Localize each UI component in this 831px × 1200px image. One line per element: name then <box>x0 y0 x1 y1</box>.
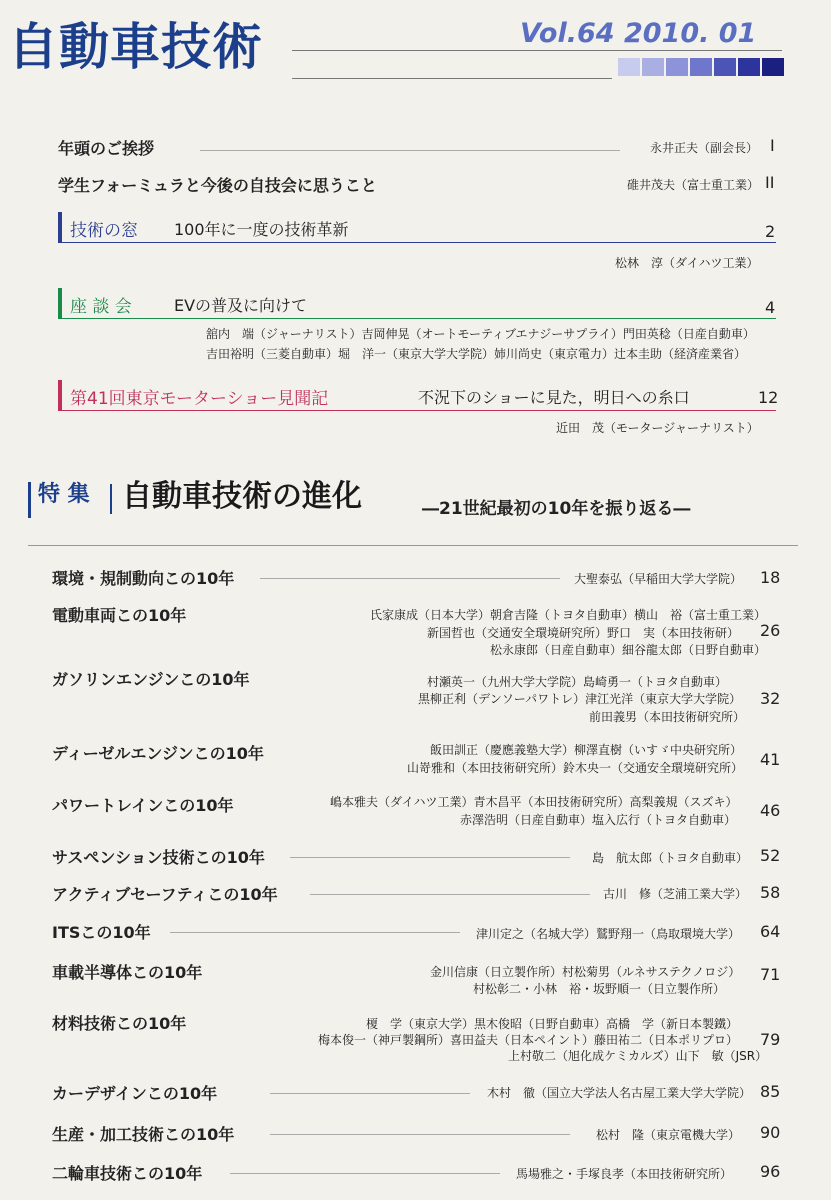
article-page[interactable]: 71 <box>760 965 781 984</box>
toc-title-motorshow[interactable]: 不況下のショーに見た，明日への糸口 <box>418 388 690 407</box>
toc-page[interactable]: II <box>765 173 775 192</box>
article-title[interactable]: 車載半導体この10年 <box>52 963 203 982</box>
article-page[interactable]: 52 <box>760 846 781 865</box>
article-page[interactable]: 96 <box>760 1162 781 1181</box>
leader-line <box>310 894 590 895</box>
toc-author: 永井正夫（副会長） <box>650 141 759 155</box>
square-decoration <box>666 58 688 76</box>
section-zadankai <box>58 288 776 319</box>
article-page[interactable]: 64 <box>760 922 781 941</box>
article-title[interactable]: サスペンション技術この10年 <box>52 848 265 867</box>
toc-title-newyear[interactable]: 年頭のご挨拶 <box>58 139 155 158</box>
article-author: 山嵜雅和（本田技術研究所）鈴木央一（交通安全環境研究所） <box>407 761 744 775</box>
toc-author: 松林 淳（ダイハツ工業） <box>615 256 759 270</box>
article-author: 黒柳正利（デンソーパワトレ）津江光洋（東京大学大学院） <box>418 692 742 706</box>
article-page[interactable]: 26 <box>760 621 781 640</box>
article-author: 島 航太郎（トヨタ自動車） <box>592 851 749 865</box>
article-title[interactable]: 環境・規制動向この10年 <box>52 569 235 588</box>
article-page[interactable]: 18 <box>760 568 781 587</box>
square-decoration <box>762 58 784 76</box>
leader-line <box>270 1134 570 1135</box>
article-author: 松永康郎（日産自動車）細谷龍太郎（日野自動車） <box>490 643 767 657</box>
section-label-motorshow: 第41回東京モーターショー見聞記 <box>70 389 329 409</box>
toc-author: 吉田裕明（三菱自動車）堀 洋一（東京大学大学院）姉川尚史（東京電力）辻本圭助（経済産業省） <box>206 347 747 361</box>
article-author: 嶋本雅夫（ダイハツ工業）青木昌平（本田技術研究所）高梨義規（スズキ） <box>330 795 738 809</box>
article-author: 馬場雅之・手塚良孝（本田技術研究所） <box>516 1167 733 1181</box>
article-author: 村瀬英一（九州大学大学院）島崎勇一（トヨタ自動車） <box>427 675 728 689</box>
article-author: 松村 隆（東京電機大学） <box>596 1128 741 1142</box>
article-page[interactable]: 41 <box>760 750 781 769</box>
article-page[interactable]: 85 <box>760 1082 781 1101</box>
special-title: 自動車技術の進化 <box>122 479 362 514</box>
toc-title-window[interactable]: 100年に一度の技術革新 <box>174 220 349 239</box>
special-accent-bar <box>28 482 31 518</box>
special-divider <box>110 484 112 514</box>
article-title[interactable]: ITSこの10年 <box>52 923 151 942</box>
toc-author: 近田 茂（モータージャーナリスト） <box>556 421 759 435</box>
article-author: 前田義男（本田技術研究所） <box>589 710 746 724</box>
special-rule <box>28 545 798 546</box>
square-decoration <box>642 58 664 76</box>
article-author: 村松彰二・小林 裕・坂野順一（日立製作所） <box>473 982 726 996</box>
article-author: 古川 修（芝浦工業大学） <box>603 887 748 901</box>
leader-line <box>270 1093 470 1094</box>
toc-page[interactable]: I <box>770 136 775 155</box>
leader-line <box>230 1173 500 1174</box>
toc-page[interactable]: 4 <box>765 298 776 317</box>
issue-number: Vol.64 2010. 01 <box>520 18 757 49</box>
article-page[interactable]: 46 <box>760 801 781 820</box>
article-author: 津川定之（名城大学）鷲野翔一（鳥取環境大学） <box>476 927 741 941</box>
article-author: 大聖泰弘（早稲田大学大学院） <box>574 572 743 586</box>
article-title[interactable]: カーデザインこの10年 <box>52 1084 218 1103</box>
square-decoration <box>738 58 760 76</box>
leader-line <box>290 857 570 858</box>
article-author: 梅本俊一（神戸製鋼所）喜田益夫（日本ペイント）藤田祐二（日本ポリプロ） <box>318 1033 739 1047</box>
square-decoration <box>714 58 736 76</box>
article-page[interactable]: 58 <box>760 883 781 902</box>
article-author: 氏家康成（日本大学）朝倉吉隆（トヨタ自動車）横山 裕（富士重工業） <box>370 608 767 622</box>
leader-line <box>170 932 460 933</box>
article-page[interactable]: 79 <box>760 1030 781 1049</box>
article-title[interactable]: ガソリンエンジンこの10年 <box>52 670 250 689</box>
toc-page[interactable]: 12 <box>758 388 779 407</box>
article-title[interactable]: 電動車両この10年 <box>52 606 187 625</box>
special-label: 特 集 <box>38 482 90 507</box>
article-author: 木村 徹（国立大学法人名古屋工業大学大学院） <box>487 1086 752 1100</box>
leader-line <box>200 150 620 151</box>
toc-page[interactable]: 2 <box>765 222 776 241</box>
toc-title-zadankai[interactable]: EVの普及に向けて <box>174 296 308 315</box>
article-title[interactable]: 材料技術この10年 <box>52 1014 187 1033</box>
masthead-rule-lower <box>292 78 612 79</box>
article-author: 榎 学（東京大学）黒木俊昭（日野自動車）高橋 学（新日本製鐵） <box>366 1017 739 1031</box>
toc-author: 碓井茂夫（富士重工業） <box>627 178 760 192</box>
section-label-zadankai: 座 談 会 <box>70 297 132 317</box>
special-subtitle: ―21世紀最初の10年を振り返る― <box>422 499 691 519</box>
section-label-window: 技術の窓 <box>70 221 138 241</box>
section-window <box>58 212 776 243</box>
toc-title-formula[interactable]: 学生フォーミュラと今後の自技会に思うこと <box>58 176 377 195</box>
magazine-title: 自動車技術 <box>8 18 263 76</box>
article-page[interactable]: 90 <box>760 1123 781 1142</box>
article-page[interactable]: 32 <box>760 689 781 708</box>
article-author: 赤澤浩明（日産自動車）塩入広行（トヨタ自動車） <box>460 813 737 827</box>
masthead-rule <box>292 50 782 51</box>
toc-author: 舘内 端（ジャーナリスト）吉岡伸晃（オートモーティブエナジーサプライ）門田英稔（日産自動車） <box>206 327 755 341</box>
article-author: 飯田訓正（慶應義塾大学）柳澤直樹（いすゞ中央研究所） <box>430 743 743 757</box>
article-title[interactable]: パワートレインこの10年 <box>52 796 234 815</box>
article-author: 新国哲也（交通安全環境研究所）野口 実（本田技術研） <box>427 626 740 640</box>
article-title[interactable]: ディーゼルエンジンこの10年 <box>52 744 264 763</box>
leader-line <box>260 578 560 579</box>
article-author: 上村敬二（旭化成ケミカルズ）山下 敏（JSR） <box>508 1049 768 1063</box>
article-title[interactable]: 二輪車技術この10年 <box>52 1164 203 1183</box>
article-author: 金川信康（日立製作所）村松菊男（ルネサステクノロジ） <box>430 965 741 979</box>
square-decoration <box>690 58 712 76</box>
article-title[interactable]: 生産・加工技術この10年 <box>52 1125 235 1144</box>
square-decoration <box>618 58 640 76</box>
article-title[interactable]: アクティブセーフティこの10年 <box>52 885 278 904</box>
